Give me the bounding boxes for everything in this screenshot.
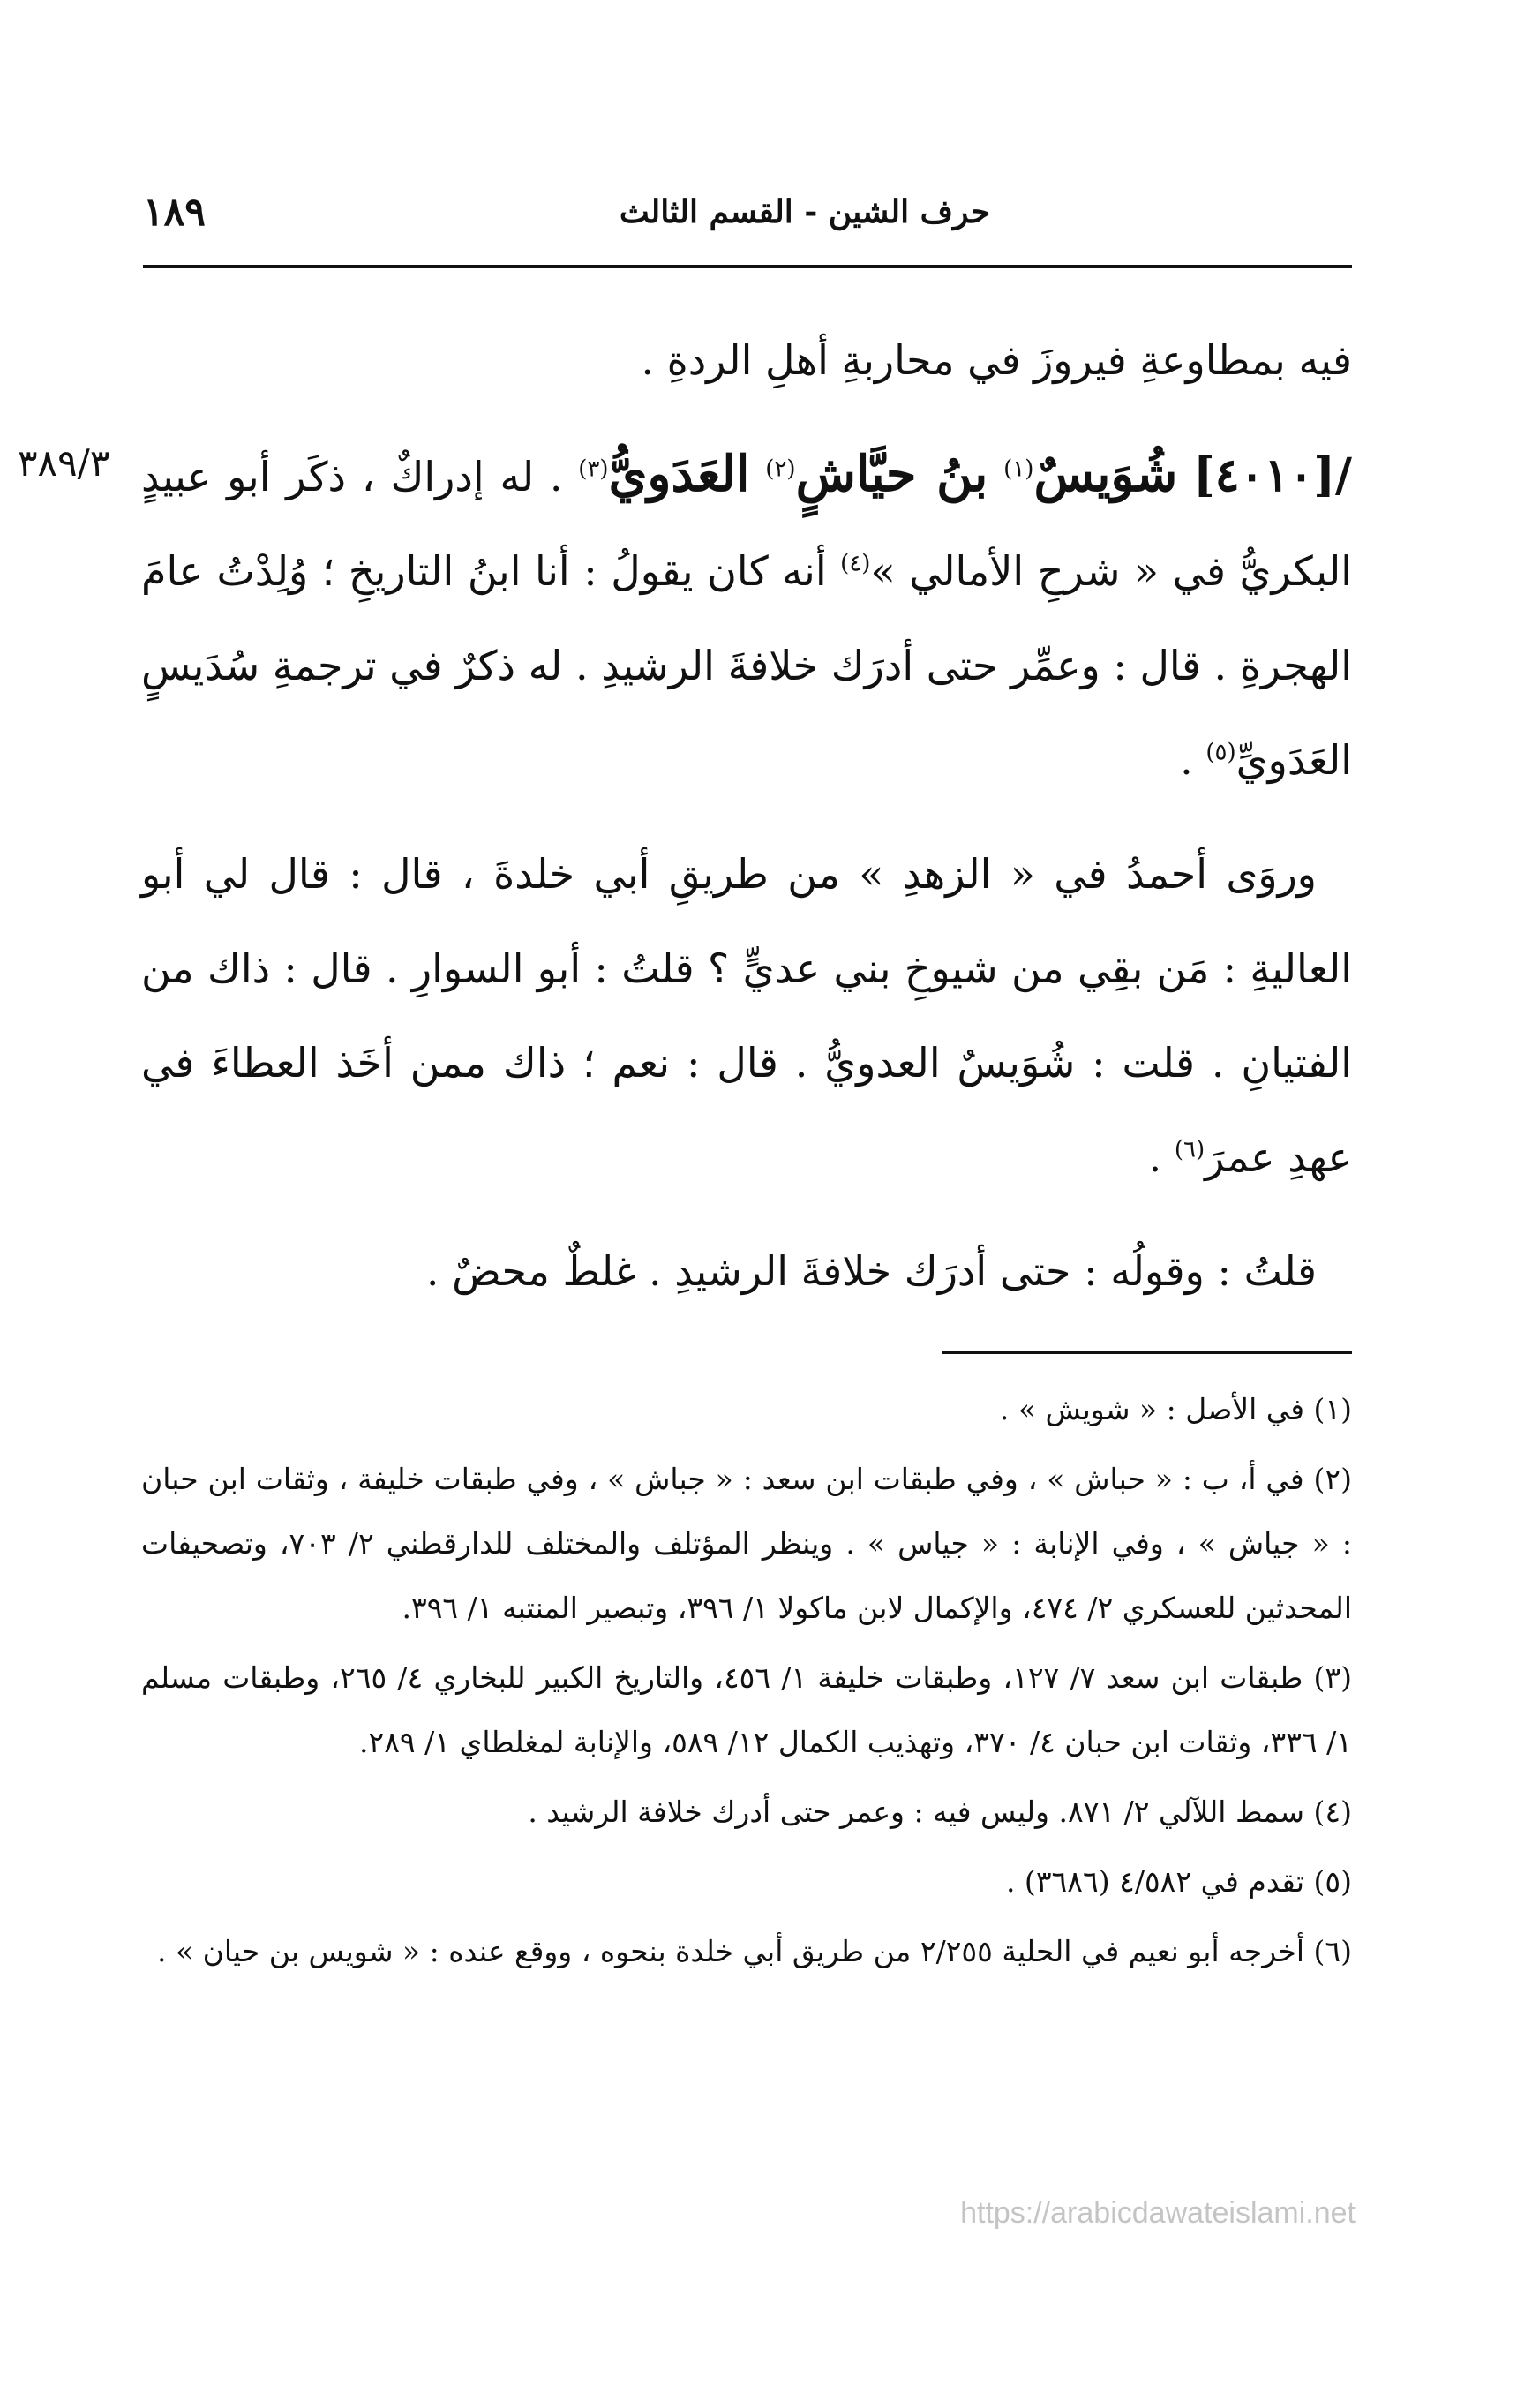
entry-name-part-1: شُوَيسٌ [1033, 445, 1178, 503]
paragraph-continuation: فيه بمطاوعةِ فيروزَ في محاربةِ أهلِ الردةِ . [641, 336, 1352, 384]
paragraph-narration [141, 827, 1352, 1205]
footnote-marker-3: (٣) [578, 455, 609, 483]
entry-text-a: . له إدراكٌ ، ذكَر أبو عبيدٍ البكريُّ في « شرحِ الأمالي » [141, 453, 1352, 595]
footnote-1: (١) في الأصل : « شويش » . [999, 1392, 1352, 1426]
entry-paragraph [141, 427, 1352, 808]
entry-number: /[٤٠١٠] [1193, 448, 1353, 502]
entry-text-b: أنه كان يقولُ : أنا ابنُ التاريخِ ؛ وُلِدْتُ عامَ الهجرةِ . قال : وعمِّر حتى أدرَك خلافةَ الرشيدِ . له ذكرٌ في ترجمةِ سُدَيسٍ العَدَويِّ [141, 547, 1352, 784]
footnote-marker-6: (٦) [1174, 1136, 1205, 1163]
header-rule [143, 265, 1352, 268]
footnote-separator [942, 1351, 1352, 1354]
page-header [143, 190, 1352, 252]
narration-text: وروَى أحمدُ في « الزهدِ » من طريقِ أبي خلدةَ ، قال : قال لي أبو العاليةِ : مَن بقِي من شيوخِ بني عديٍّ ؟ قلتُ : أبو السوارِ . قال : ذاك من الفتيانِ . قلت : شُوَيسٌ العدويُّ . قال : نعم ؛ ذاك ممن أخَذ العطاءَ في عهدِ عمرَ [141, 850, 1352, 1181]
footnote-2: (٢) في أ، ب : « حباش » ، وفي طبقات ابن سعد : « جباش » ، وفي طبقات خليفة ، وثقات ابن حبان : « جياش » ، وفي الإنابة : « جياس » . وينظر المؤتلف والمختلف للدارقطني ٢/ ٧٠٣، وتصحيفات المحدثين للعسكري ٢/ ٤٧٤، والإكمال لابن ماكولا ١/ ٣٩٦، وتبصير المنتبه ١/ ٣٩٦. [141, 1462, 1353, 1625]
remark-text: قلتُ : وقولُه : حتى أدرَك خلافةَ الرشيدِ . غلطٌ محضٌ . [425, 1247, 1317, 1295]
footnote-5: (٥) تقدم في ٤/٥٨٢ (٣٦٨٦) . [1005, 1864, 1352, 1899]
margin-reference: ٣٨٩/٣ [18, 441, 110, 485]
footnote-3: (٣) طبقات ابن سعد ٧/ ١٢٧، وطبقات خليفة ١/ ٤٥٦، والتاريخ الكبير للبخاري ٤/ ٢٦٥، وطبقات مسلم ١/ ٣٣٦، وثقات ابن حبان ٤/ ٣٧٠، وتهذيب الكمال ١٢/ ٥٨٩، والإنابة لمغلطاي ١/ ٢٨٩. [141, 1660, 1353, 1759]
paragraph-remark [141, 1224, 1352, 1319]
page-number: ١٨٩ [143, 190, 206, 235]
footnotes [141, 1377, 1352, 1989]
entry-name-part-3: العَدَويُّ [608, 445, 750, 503]
main-text [141, 313, 1352, 1338]
footnote-4: (٤) سمط اللآلي ٢/ ٨٧١. وليس فيه : وعمر حتى أدرك خلافة الرشيد . [528, 1795, 1352, 1829]
running-title: حرف الشين - القسم الثالث [619, 193, 991, 230]
footnote-marker-4: (٤) [840, 550, 871, 577]
footnote-marker-2: (٢) [765, 455, 796, 483]
narration-end: . [1148, 1133, 1162, 1181]
footnote-marker-1: (١) [1003, 455, 1034, 483]
watermark-url: https://arabicdawateislami.net [960, 2196, 1356, 2230]
entry-text-end: . [1180, 736, 1193, 784]
footnote-marker-5: (٥) [1205, 739, 1236, 766]
footnote-6: (٦) أخرجه أبو نعيم في الحلية ٢/٢٥٥ من طريق أبي خلدة بنحوه ، ووقع عنده : « شويس بن حيان » . [156, 1934, 1352, 1968]
entry-name-part-2: بنُ حيَّاشٍ [795, 445, 988, 503]
